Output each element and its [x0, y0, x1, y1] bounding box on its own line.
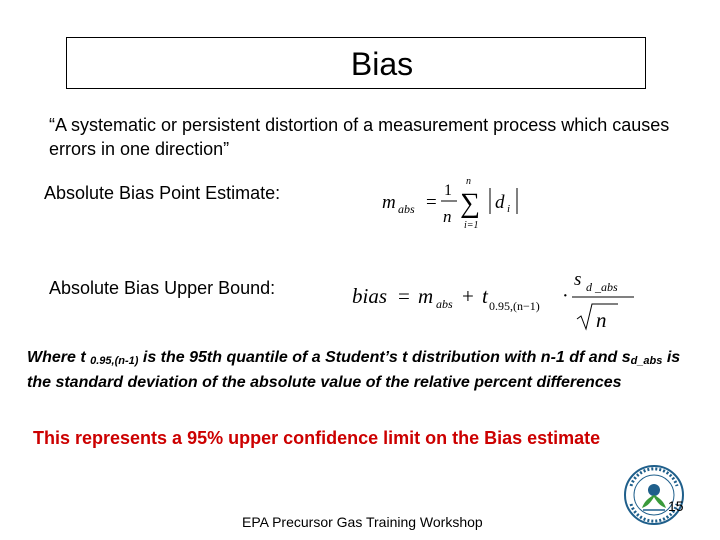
point-estimate-formula	[378, 170, 538, 232]
formula2-numerator: s	[574, 269, 582, 290]
formula2-m-sub: abs	[436, 297, 453, 311]
where-sub-2: d_abs	[630, 355, 663, 367]
footer: EPA Precursor Gas Training Workshop	[242, 514, 483, 530]
formula1-sum-lower: i=1	[464, 220, 479, 231]
formula2-lhs: bias	[352, 284, 388, 308]
formula1-numerator: 1	[444, 182, 452, 199]
bias-definition: “A systematic or persistent distortion of a measurement process which causes errors in one direction”	[49, 115, 670, 159]
formula2-t-sub: 0.95,(n−1)	[489, 299, 540, 313]
title-box	[66, 37, 646, 89]
formula1-term: d	[495, 192, 505, 213]
upper-bound-label: Absolute Bias Upper Bound:	[49, 278, 276, 298]
where-sub-1: 0.95,(n-1)	[90, 355, 139, 367]
page-number: 15	[668, 498, 684, 514]
formula1-equals: =	[426, 192, 437, 213]
formula1-term-sub: i	[507, 203, 511, 215]
epa-seal-icon	[623, 464, 685, 526]
point-estimate-label: Absolute Bias Point Estimate:	[44, 183, 281, 203]
formula2-m: m	[418, 284, 434, 308]
formula2-equals: =	[398, 284, 410, 308]
formula1-sum-upper: n	[466, 176, 471, 187]
upper-bound-formula	[346, 265, 646, 335]
confidence-note: This represents a 95% upper confidence limit on the Bias estimate	[33, 428, 601, 448]
where-text-3: is the standard deviation of the absolute value of the relative percent differences	[27, 349, 681, 391]
where-text-1: Where t	[27, 349, 91, 366]
formula1-lhs: m	[382, 192, 396, 213]
slide-title: Bias	[350, 46, 414, 82]
where-note	[27, 347, 697, 393]
where-text-2: is the 95th quantile of a Student’s t distribution with n-1 df and s	[138, 349, 631, 366]
formula2-t: t	[482, 284, 488, 308]
formula1-denominator: n	[443, 207, 452, 226]
formula1-lhs-sub: abs	[398, 202, 415, 216]
formula2-denominator: n	[596, 308, 607, 332]
formula2-plus: +	[462, 284, 474, 308]
formula1-sigma: ∑	[460, 188, 480, 219]
formula2-dot: ·	[562, 285, 569, 307]
formula2-numerator-sub: d _abs	[586, 280, 618, 294]
